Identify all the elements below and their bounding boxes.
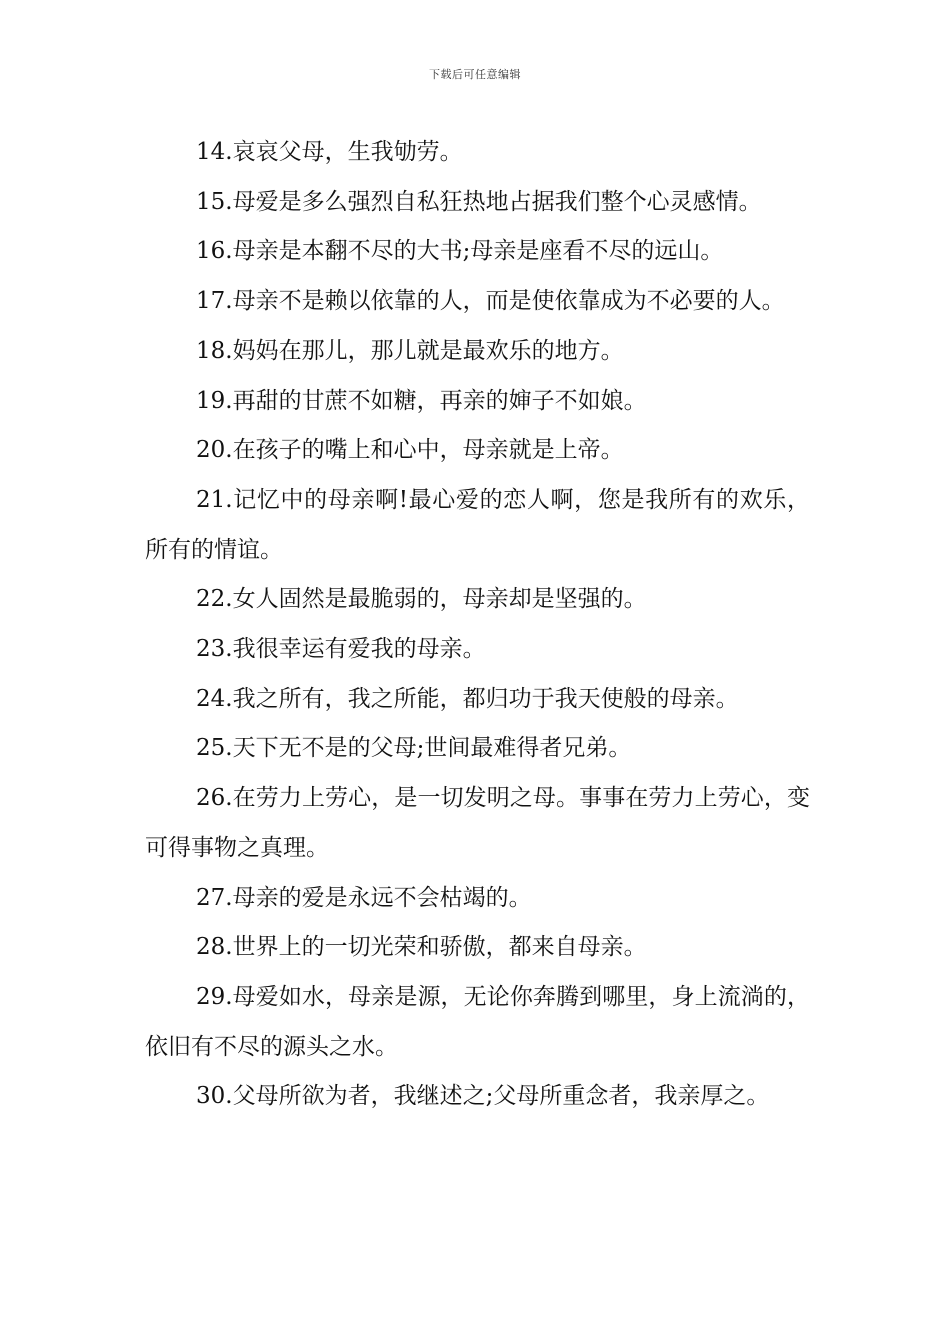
paragraph-18: 18.妈妈在那儿，那儿就是最欢乐的地方。 (196, 337, 624, 364)
paragraph-27: 27.母亲的爱是永远不会枯竭的。 (196, 884, 532, 911)
paragraph-26: 26.在劳力上劳心，是一切发明之母。事事在劳力上劳心，变可得事物之真理。 (145, 785, 810, 861)
paragraph-20: 20.在孩子的嘴上和心中，母亲就是上帝。 (196, 437, 624, 464)
paragraph-28: 28.世界上的一切光荣和骄傲，都来自母亲。 (196, 934, 647, 961)
paragraph-23: 23.我很幸运有爱我的母亲。 (196, 636, 486, 663)
paragraph-15: 15.母爱是多么强烈自私狂热地占据我们整个心灵感情。 (196, 188, 762, 215)
paragraph-19: 19.再甜的甘蔗不如糖，再亲的婶子不如娘。 (196, 387, 647, 414)
paragraph-14: 14.哀哀父母，生我劬劳。 (196, 139, 463, 165)
paragraph-22: 22.女人固然是最脆弱的，母亲却是坚强的。 (196, 586, 647, 613)
paragraph-24: 24.我之所有，我之所能，都归功于我天使般的母亲。 (196, 685, 739, 712)
document-body (145, 128, 810, 1122)
paragraph-29: 29.母爱如水，母亲是源，无论你奔腾到哪里，身上流淌的，依旧有不尽的源头之水。 (145, 983, 810, 1060)
paragraph-25: 25.天下无不是的父母;世间最难得者兄弟。 (196, 735, 632, 762)
paragraph-30: 30.父母所欲为者，我继述之;父母所重念者，我亲厚之。 (196, 1083, 770, 1110)
paragraph-16: 16.母亲是本翻不尽的大书;母亲是座看不尽的远山。 (196, 238, 724, 265)
paragraph-17: 17.母亲不是赖以依靠的人，而是使依靠成为不必要的人。 (196, 288, 785, 315)
page-header: 下载后可任意编辑 (429, 68, 521, 81)
paragraph-21: 21.记忆中的母亲啊!最心爱的恋人啊，您是我所有的欢乐，所有的情谊。 (145, 486, 810, 563)
